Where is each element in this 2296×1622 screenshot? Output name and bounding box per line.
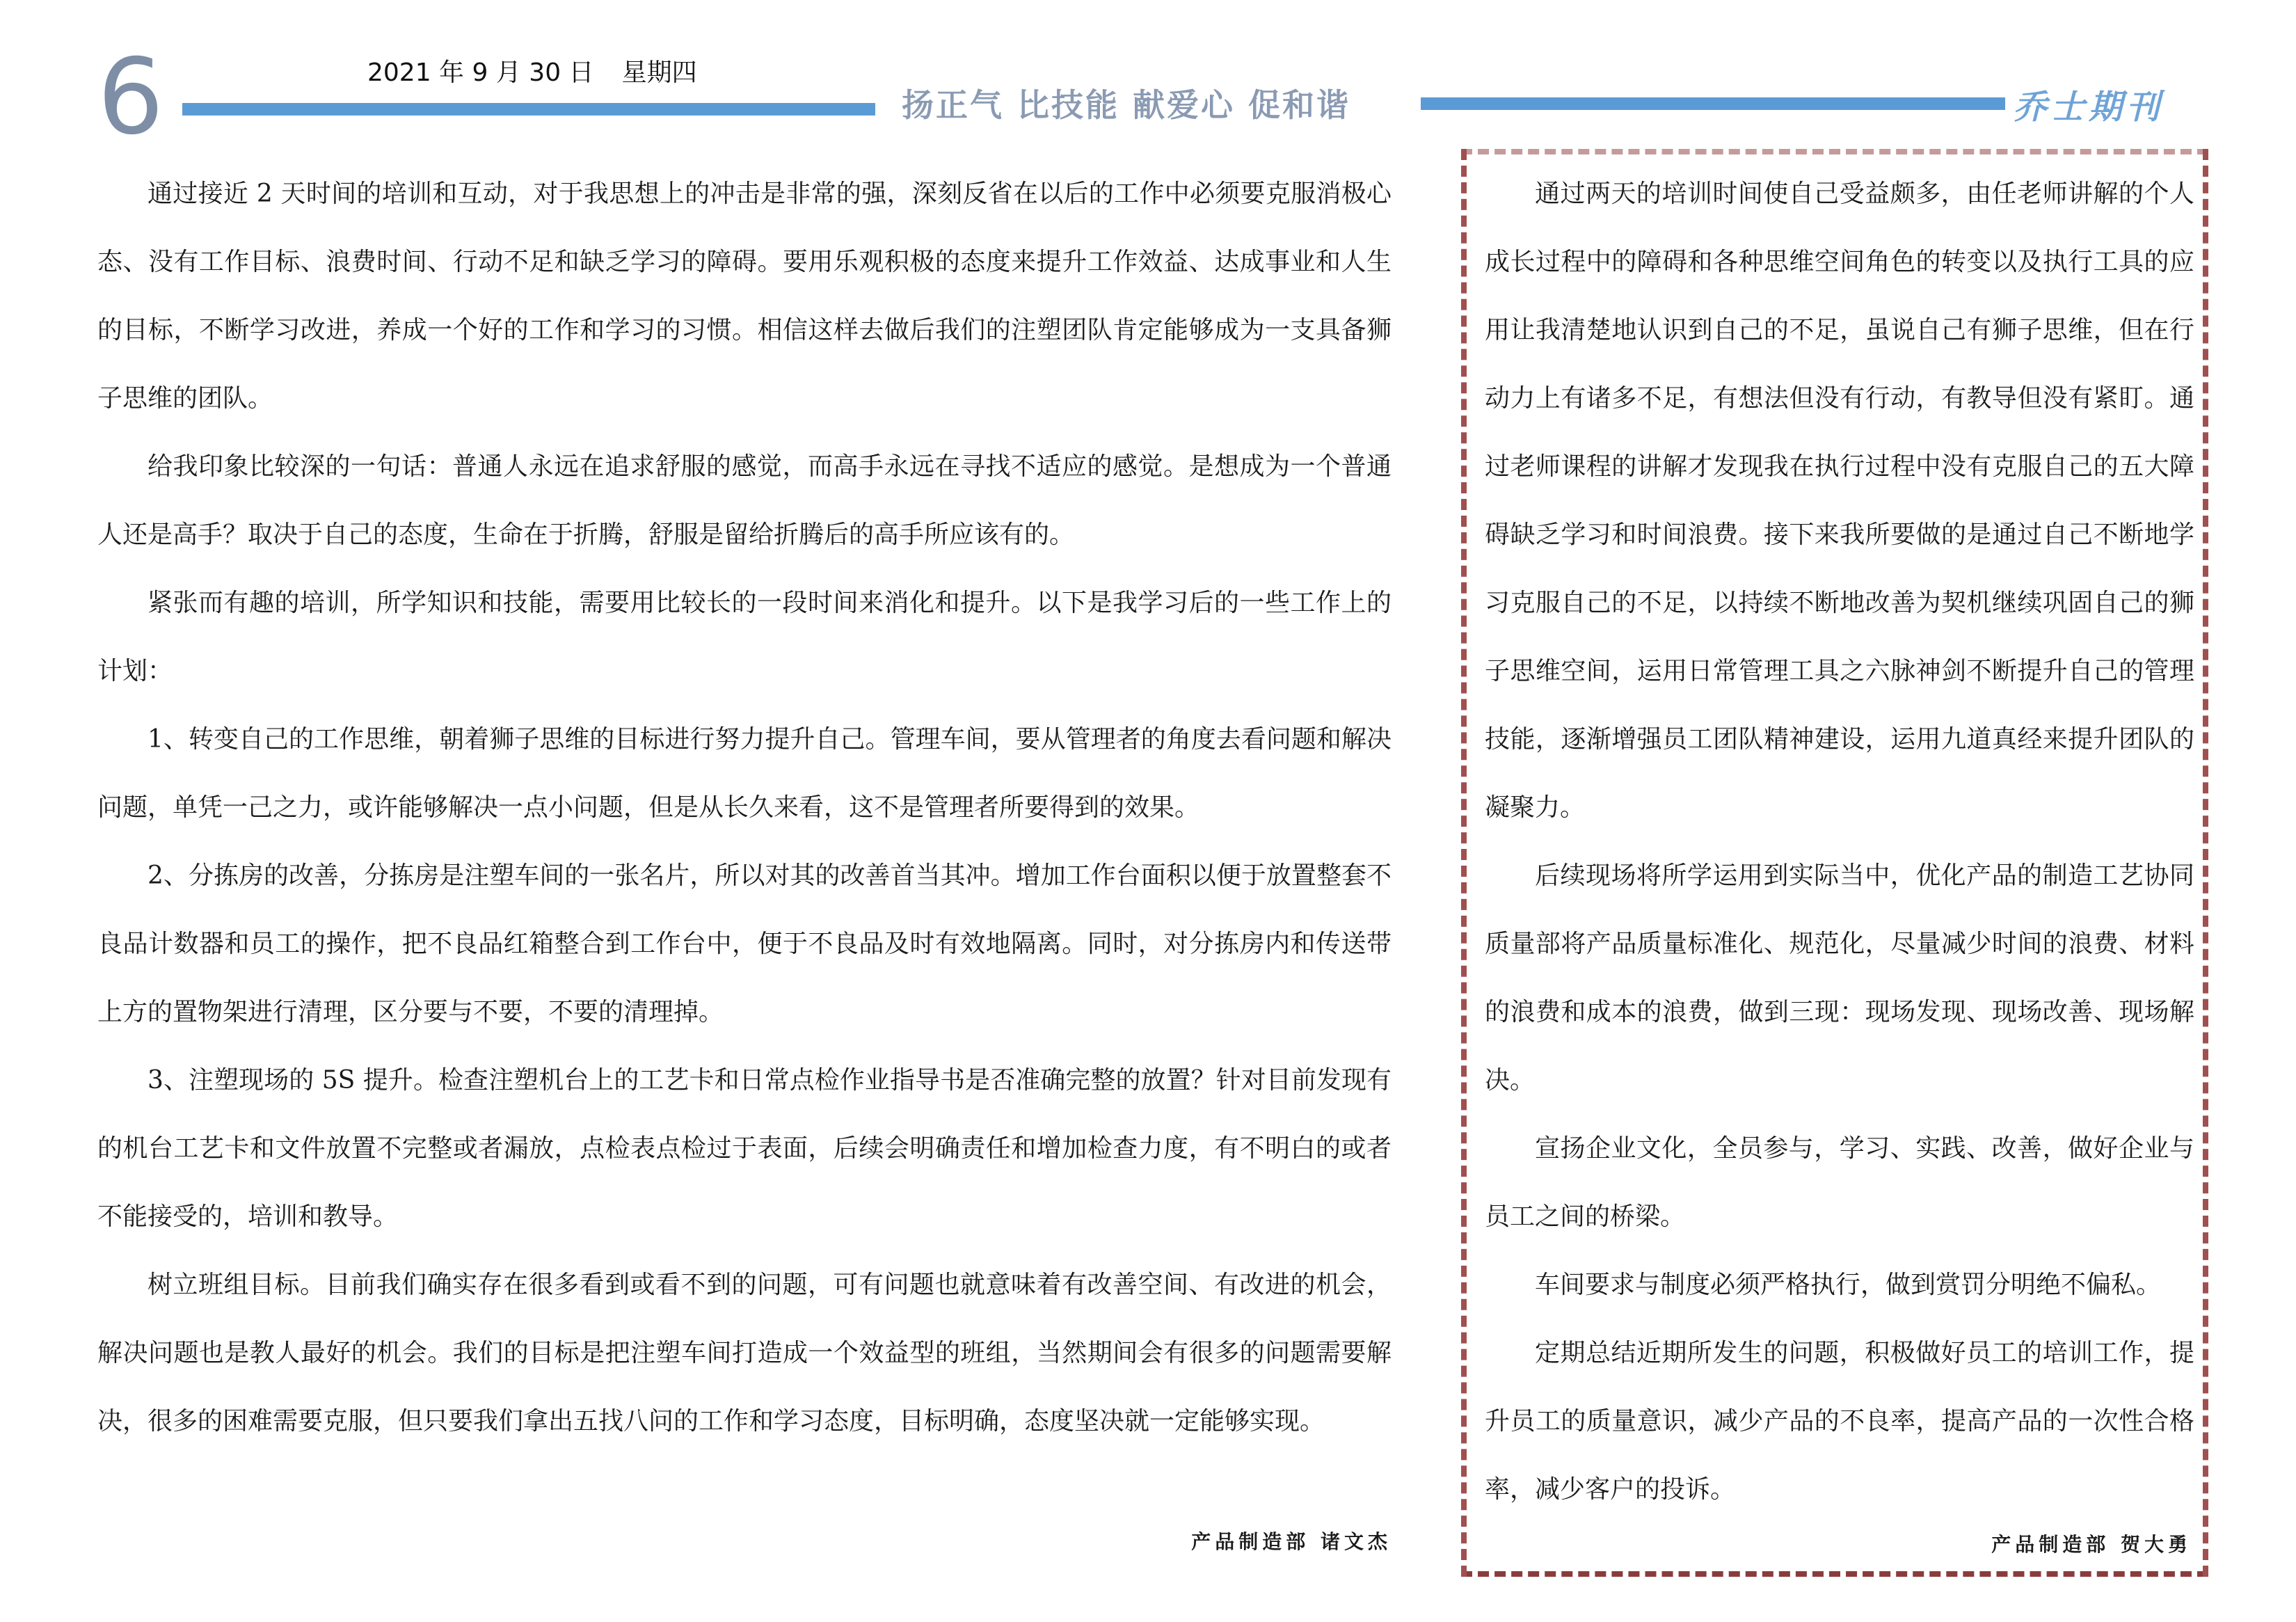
article-paragraph: 通过两天的培训时间使自己受益颇多，由任老师讲解的个人成长过程中的障碍和各种思维空间角色的转变以及执行工具的应用让我清楚地认识到自己的不足，虽说自己有狮子思维，但在行动力上有诸多不足，有想法但没有行动，有教导但没有紧盯。通过老师课程的讲解才发现我在执行过程中没有克服自己的五大障碍缺乏学习和时间浪费。接下来我所要做的是通过自己不断地学习克服自己的不足，以持续不断地改善为契机继续巩固自己的狮子思维空间，运用日常管理工具之六脉神剑不断提升自己的管理技能，逐渐增强员工团队精神建设，运用九道真经来提升团队的凝聚力。 [1485, 180, 2194, 822]
right-article-signature: 产品制造部 贺大勇 [1991, 1533, 2192, 1556]
right-article [1485, 160, 2194, 1524]
weekday-text: 星期四 [621, 58, 697, 87]
article-paragraph: 树立班组目标。目前我们确实存在很多看到或看不到的问题，可有问题也就意味着有改善空间、有改进的机会，解决问题也是教人最好的机会。我们的目标是把注塑车间打造成一个效益型的班组，当然期间会有很多的问题需要解决，很多的困难需要克服，但只要我们拿出五找八问的工作和学习态度，目标明确，态度坚决就一定能够实现。 [97, 1271, 1392, 1436]
header-rule-left [182, 103, 875, 116]
article-paragraph: 给我印象比较深的一句话：普通人永远在追求舒服的感觉，而高手永远在寻找不适应的感觉。是想成为一个普通人还是高手？取决于自己的态度，生命在于折腾，舒服是留给折腾后的高手所应该有的。 [97, 452, 1392, 549]
date-text: 2021 年 9 月 30 日 [367, 58, 594, 87]
article-paragraph: 1、转变自己的工作思维，朝着狮子思维的目标进行努力提升自己。管理车间，要从管理者的角度去看问题和解决问题，单凭一己之力，或许能够解决一点小问题，但是从长久来看，这不是管理者所要得到的效果。 [97, 725, 1392, 822]
left-article [97, 160, 1392, 1456]
article-paragraph: 通过接近 2 天时间的培训和互动，对于我思想上的冲击是非常的强，深刻反省在以后的工作中必须要克服消极心态、没有工作目标、浪费时间、行动不足和缺乏学习的障碍。要用乐观积极的态度来提升工作效益、达成事业和人生的目标，不断学习改进，养成一个好的工作和学习的习惯。相信这样去做后我们的注塑团队肯定能够成为一支具备狮子思维的团队。 [97, 180, 1392, 413]
left-article-signature: 产品制造部 诸文杰 [1191, 1530, 1392, 1553]
page-number: 6 [97, 37, 164, 158]
article-paragraph: 车间要求与制度必须严格执行，做到赏罚分明绝不偏私。 [1535, 1271, 2162, 1299]
article-paragraph: 定期总结近期所发生的问题，积极做好员工的培训工作，提升员工的质量意识，减少产品的不良率，提高产品的一次性合格率，减少客户的投诉。 [1485, 1339, 2194, 1504]
article-paragraph: 3、注塑现场的 5S 提升。检查注塑机台上的工艺卡和日常点检作业指导书是否准确完整的放置？针对目前发现有的机台工艺卡和文件放置不完整或者漏放，点检表点检过于表面，后续会明确责任和增加检查力度，有不明白的或者不能接受的，培训和教导。 [97, 1066, 1392, 1231]
frame-left-border [1461, 149, 1467, 1577]
article-paragraph: 2、分拣房的改善，分拣房是注塑车间的一张名片，所以对其的改善首当其冲。增加工作台面积以便于放置整套不良品计数器和员工的操作，把不良品红箱整合到工作台中，便于不良品及时有效地隔离。同时，对分拣房内和传送带上方的置物架进行清理，区分要与不要，不要的清理掉。 [97, 861, 1392, 1026]
frame-right-border [2203, 149, 2208, 1577]
frame-top-border [1461, 149, 2208, 154]
motto-slogan: 扬正气 比技能 献爱心 促和谐 [902, 86, 1351, 124]
frame-bottom-border [1461, 1571, 2208, 1577]
article-paragraph: 紧张而有趣的培训，所学知识和技能，需要用比较长的一段时间来消化和提升。以下是我学习后的一些工作上的计划： [97, 589, 1392, 685]
issue-date [367, 56, 697, 90]
publication-title: 乔士期刊 [2014, 88, 2165, 127]
article-paragraph: 宣扬企业文化，全员参与，学习、实践、改善，做好企业与员工之间的桥梁。 [1485, 1134, 2194, 1231]
header-rule-right [1421, 97, 2005, 110]
article-paragraph: 后续现场将所学运用到实际当中，优化产品的制造工艺协同质量部将产品质量标准化、规范化，尽量减少时间的浪费、材料的浪费和成本的浪费，做到三现：现场发现、现场改善、现场解决。 [1485, 861, 2194, 1095]
